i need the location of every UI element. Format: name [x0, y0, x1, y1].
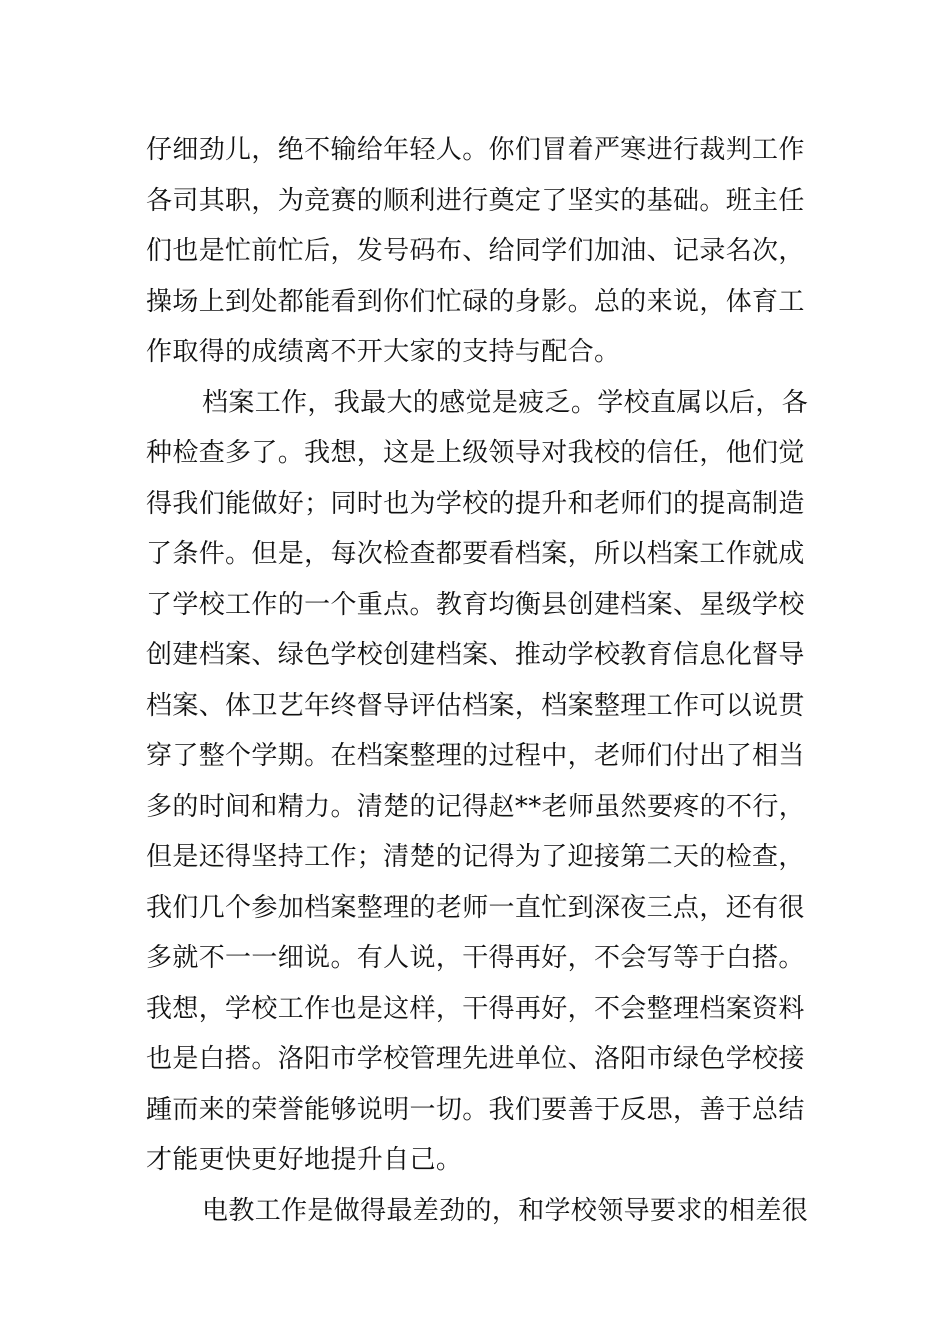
text-line: 踵而来的荣誉能够说明一切。我们要善于反思，善于总结 [146, 1094, 805, 1125]
text-line: 种检查多了。我想，这是上级领导对我校的信任，他们觉 [146, 438, 805, 468]
paragraph-archive-work [146, 378, 816, 1186]
paragraph-av-work [146, 1186, 816, 1237]
text-line: 了学校工作的一个重点。教育均衡县创建档案、星级学校 [146, 589, 805, 620]
paragraph-sports-work [146, 125, 816, 378]
text-line: 我们几个参加档案整理的老师一直忙到深夜三点，还有很 [146, 892, 805, 923]
text-line: 仔细劲儿，绝不输给年轻人。你们冒着严寒进行裁判工作 [146, 135, 805, 165]
text-line: 也是白搭。洛阳市学校管理先进单位、洛阳市绿色学校接 [146, 1044, 805, 1074]
text-line: 了条件。但是，每次检查都要看档案，所以档案工作就成 [146, 539, 805, 569]
text-line: 多就不一一细说。有人说，干得再好，不会写等于白搭。 [146, 943, 805, 973]
text-line: 但是还得坚持工作；清楚的记得为了迎接第二天的检查， [146, 842, 805, 872]
text-line: 得我们能做好；同时也为学校的提升和老师们的提高制造 [146, 488, 805, 519]
text-line: 作取得的成绩离不开大家的支持与配合。 [146, 337, 621, 367]
text-line: 们也是忙前忙后，发号码布、给同学们加油、记录名次， [146, 236, 805, 266]
text-line: 穿了整个学期。在档案整理的过程中，老师们付出了相当 [146, 741, 805, 771]
text-line: 档案工作，我最大的感觉是疲乏。学校直属以后，各 [202, 387, 809, 418]
text-line: 操场上到处都能看到你们忙碌的身影。总的来说，体育工 [146, 286, 805, 317]
text-line: 我想，学校工作也是这样，干得再好，不会整理档案资料 [146, 993, 805, 1024]
document-body [146, 125, 816, 1236]
text-line: 创建档案、绿色学校创建档案、推动学校教育信息化督导 [146, 640, 805, 670]
text-line: 多的时间和精力。清楚的记得赵**老师虽然要疼的不行， [146, 791, 806, 822]
text-line: 档案、体卫艺年终督导评估档案，档案整理工作可以说贯 [146, 690, 805, 721]
text-line: 各司其职，为竞赛的顺利进行奠定了坚实的基础。班主任 [146, 185, 805, 216]
text-line: 电教工作是做得最差劲的，和学校领导要求的相差很 [202, 1195, 809, 1226]
text-line: 才能更快更好地提升自己。 [146, 1145, 463, 1175]
